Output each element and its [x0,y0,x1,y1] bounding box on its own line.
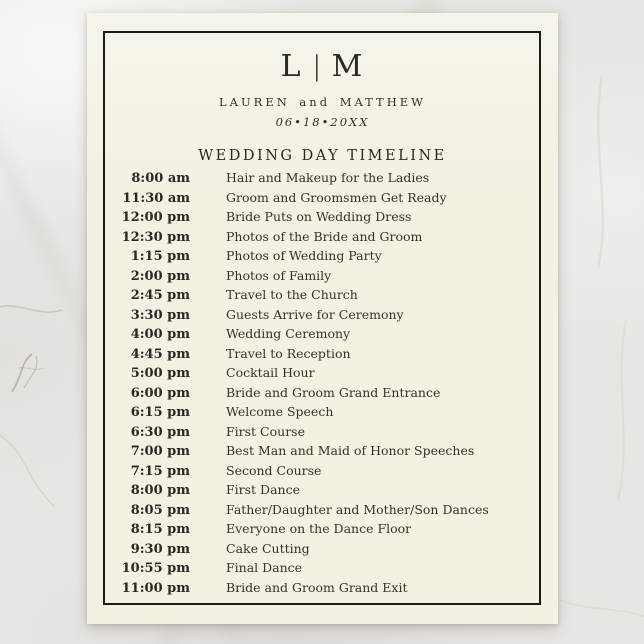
timeline-event: Wedding Ceremony [226,326,351,341]
monogram-divider: | [312,51,322,82]
timeline-time: 2:45 pm [130,288,190,303]
timeline-event: Cocktail Hour [226,365,315,380]
timeline-row [107,248,528,268]
timeline-event: Welcome Speech [226,404,334,419]
timeline-row [107,404,528,424]
timeline-row [107,424,528,444]
monogram-left-initial: L [280,49,303,84]
timeline-event: Everyone on the Dance Floor [226,521,412,536]
timeline-row [107,502,528,522]
timeline-event: Bride and Groom Grand Exit [226,579,408,595]
timeline-time: 6:30 pm [130,424,190,440]
timeline-event: Bride and Groom Grand Entrance [226,384,441,400]
timeline-time: 2:00 pm [130,268,190,284]
timeline-event: Best Man and Maid of Honor Speeches [226,443,475,458]
timeline-event: Second Course [226,462,322,478]
timeline-time: 11:00 pm [121,580,190,596]
timeline-time: 6:15 pm [130,405,190,420]
wedding-date: 06•18•20XX [275,115,370,129]
timeline-time: 12:00 pm [121,210,190,225]
couple-names: LAUREN and MATTHEW [219,95,426,109]
timeline-time: 8:15 pm [130,522,190,537]
timeline-time: 6:00 pm [130,385,190,401]
timeline-time: 1:15 pm [130,249,190,264]
timeline-event: Guests Arrive for Ceremony [226,306,404,322]
timeline-time: 10:55 pm [121,561,190,576]
timeline-time: 4:45 pm [130,346,190,362]
flyer-card [87,13,558,624]
timeline-time: 7:15 pm [130,463,190,479]
timeline-row [107,482,528,502]
timeline-row [107,307,528,327]
timeline-event: Photos of Wedding Party [226,248,382,263]
timeline-row [107,560,528,580]
timeline-row [107,463,528,483]
timeline-row [107,209,528,229]
timeline-row [107,385,528,405]
timeline-event: Final Dance [226,560,303,575]
timeline-event: Bride Puts on Wedding Dress [226,209,412,224]
timeline-event: Groom and Groomsmen Get Ready [226,189,447,205]
timeline-event: Photos of the Bride and Groom [226,228,423,244]
timeline-time: 4:00 pm [130,327,190,342]
timeline-time: 3:30 pm [130,307,190,323]
timeline-time: 5:00 pm [130,366,190,381]
timeline-row [107,346,528,366]
timeline-time: 9:30 pm [130,541,190,557]
timeline-event: First Dance [226,482,300,497]
timeline-time: 8:00 am [131,171,190,186]
timeline-time: 8:05 pm [130,502,190,518]
timeline-event: Photos of Family [226,267,332,283]
page-title: WEDDING DAY TIMELINE [198,148,447,164]
timeline-event: Father/Daughter and Mother/Son Dances [226,501,489,517]
timeline-row [107,580,528,600]
timeline-row [107,326,528,346]
timeline-row [107,365,528,385]
timeline-time: 8:00 pm [130,483,190,498]
timeline-event: Hair and Makeup for the Ladies [226,170,430,185]
timeline-event: First Course [226,423,305,439]
timeline-event: Cake Cutting [226,540,310,556]
timeline-row [107,170,528,190]
timeline-row [107,443,528,463]
timeline-list [107,170,528,599]
timeline-time: 7:00 pm [130,444,190,459]
timeline-event: Travel to the Church [226,287,358,302]
timeline-row [107,287,528,307]
monogram [87,49,558,84]
timeline-row [107,229,528,249]
timeline-row [107,541,528,561]
timeline-row [107,268,528,288]
timeline-row [107,190,528,210]
timeline-row [107,521,528,541]
timeline-time: 11:30 am [122,190,190,206]
monogram-right-initial: M [331,49,365,84]
flyer-content [87,13,558,624]
timeline-time: 12:30 pm [121,229,190,245]
timeline-event: Travel to Reception [226,345,351,361]
